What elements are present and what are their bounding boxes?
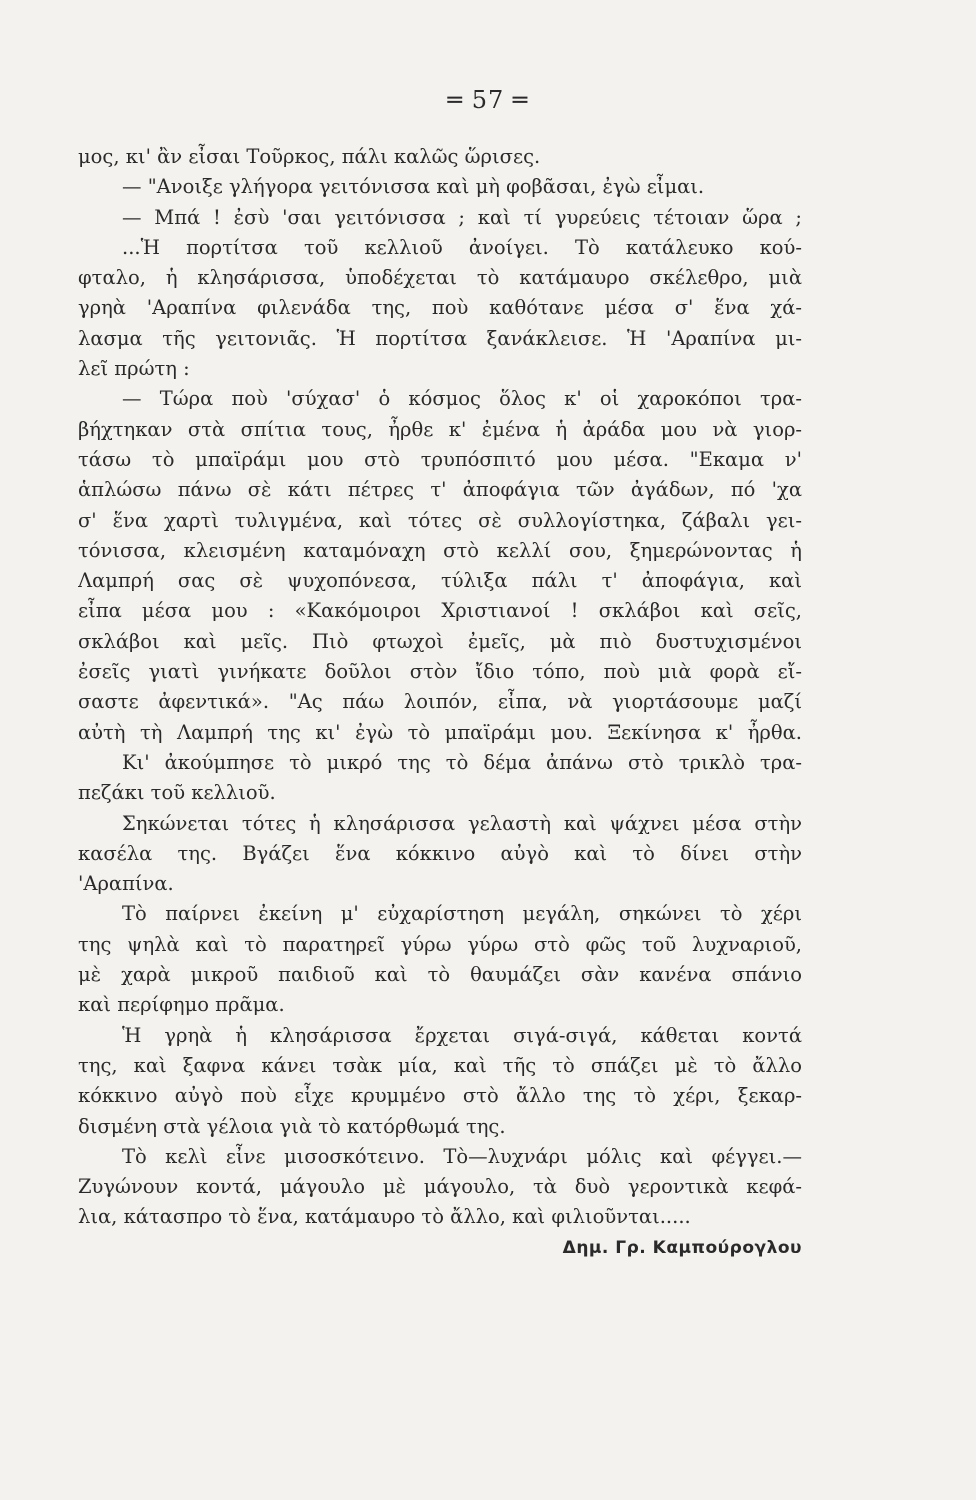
text-line: ...Ἡ πορτίτσα τοῦ κελλιοῦ ἀνοίγει. Τὸ κατάλευκο κού- bbox=[122, 235, 802, 259]
text-line: — Τώρα ποὺ 'σύχασ' ὁ κόσμος ὅλος κ' οἱ χαροκόποι τρα- bbox=[122, 387, 802, 411]
text-line: γρηὰ 'Αραπίνα φιλενάδα της, ποὺ καθότανε μέσα σ' ἕνα χά- bbox=[78, 296, 802, 320]
text-line: κασέλα της. Βγάζει ἕνα κόκκινο αὐγὸ καὶ τὸ δίνει στὴν bbox=[78, 841, 802, 865]
text-line: κόκκινο αὐγὸ ποὺ εἶχε κρυμμένο στὸ ἄλλο της τὸ χέρι, ξεκαρ- bbox=[78, 1084, 802, 1108]
text-line: τόνισσα, κλεισμένη καταμόναχη στὸ κελλί σου, ξημερώνοντας ἡ bbox=[78, 538, 802, 562]
text-line: της ψηλὰ καὶ τὸ παρατηρεῖ γύρω γύρω στὸ φῶς τοῦ λυχναριοῦ, bbox=[78, 932, 802, 956]
text-line: Τὸ κελὶ εἶνε μισοσκότεινο. Τὸ—λυχνάρι μόλις καὶ φέγγει.— bbox=[122, 1144, 802, 1168]
text-line: Σηκώνεται τότες ἡ κλησάρισσα γελαστὴ καὶ ψάχνει μέσα στὴν bbox=[122, 811, 802, 835]
text-line: αὐτὴ τὴ Λαμπρή της κι' ἐγὼ τὸ μπαϊράμι μου. Ξεκίνησα κ' ἦρθα. bbox=[78, 720, 802, 744]
text-line: φταλο, ἡ κλησάρισσα, ὑποδέχεται τὸ κατάμαυρο σκέλεθρο, μιὰ bbox=[78, 266, 802, 290]
text-line: λασμα τῆς γειτονιᾶς. Ἡ πορτίτσα ξανάκλεισε. Ἡ 'Αραπίνα μι- bbox=[78, 326, 802, 350]
text-line: δισμένη στὰ γέλοια γιὰ τὸ κατόρθωμά της. bbox=[78, 1114, 506, 1138]
text-line: ἁπλώσω πάνω σὲ κάτι πέτρες τ' ἀποφάγια τῶν ἀγάδων, πό 'χα bbox=[78, 478, 802, 502]
text-line: της, καὶ ξαφνα κάνει τσὰκ μία, καὶ τῆς τὸ σπάζει μὲ τὸ ἄλλο bbox=[78, 1053, 802, 1077]
text-line: βήχτηκαν στὰ σπίτια τους, ἦρθε κ' ἐμένα ἡ ἀράδα μου νὰ γιορ- bbox=[78, 417, 802, 441]
text-line: σκλάβοι καὶ μεῖς. Πιὸ φτωχοὶ ἐμεῖς, μὰ πιὸ δυστυχισμένοι bbox=[78, 629, 802, 653]
text-line: Κι' ἀκούμπησε τὸ μικρό της τὸ δέμα ἀπάνω στὸ τρικλὸ τρα- bbox=[122, 750, 802, 774]
text-line: τάσω τὸ μπαϊράμι μου στὸ τρυπόσπιτό μου μέσα. "Εκαμα ν' bbox=[78, 447, 802, 471]
text-line: ἐσεῖς γιατὶ γινήκατε δοῦλοι στὸν ἴδιο τόπο, ποὺ μιὰ φορὰ εἴ- bbox=[78, 660, 802, 684]
text-line: μος, κι' ἂν εἶσαι Τοῦρκος, πάλι καλῶς ὥρισες. bbox=[78, 145, 541, 168]
text-line: σαστε ἀφεντικά». "Ας πάω λοιπόν, εἶπα, νὰ γιορτάσουμε μαζί bbox=[78, 690, 802, 714]
text-line: 'Αραπίνα. bbox=[78, 872, 174, 896]
text-line: Λαμπρή σας σὲ ψυχοπόνεσα, τύλιξα πάλι τ' ἀποφάγια, καὶ bbox=[78, 569, 802, 593]
text-line: — Μπά ! ἐσὺ 'σαι γειτόνισσα ; καὶ τί γυρεύεις τέτοιαν ὥρα ; bbox=[122, 205, 802, 229]
text-line: πεζάκι τοῦ κελλιοῦ. bbox=[78, 781, 276, 805]
text-line: λεῖ πρώτη : bbox=[78, 357, 190, 381]
body-text bbox=[78, 142, 802, 1258]
text-line: σ' ἕνα χαρτὶ τυλιγμένα, καὶ τότες σὲ συλλογίστηκα, ζάβαλι γει- bbox=[78, 508, 802, 532]
text-line: εἶπα μέσα μου : «Κακόμοιροι Χριστιανοί ! σκλάβοι καὶ σεῖς, bbox=[78, 599, 802, 623]
page-number: ═ 57 ═ bbox=[447, 86, 529, 114]
text-line: — "Ανοιξε γλήγορα γειτόνισσα καὶ μὴ φοβᾶσαι, ἐγὼ εἶμαι. bbox=[122, 175, 705, 199]
text-line: καὶ περίφημο πρᾶμα. bbox=[78, 993, 285, 1017]
text-line: λια, κάτασπρο τὸ ἕνα, κατάμαυρο τὸ ἄλλο, καὶ φιλιοῦνται..... bbox=[78, 1205, 691, 1229]
author-signature: Δημ. Γρ. Καμπούρογλου bbox=[562, 1238, 802, 1258]
text-line: Τὸ παίρνει ἐκείνη μ' εὐχαρίστηση μεγάλη, σηκώνει τὸ χέρι bbox=[122, 902, 802, 926]
text-line: Ζυγώνουν κοντά, μάγουλο μὲ μάγουλο, τὰ δυὸ γεροντικὰ κεφά- bbox=[78, 1175, 802, 1199]
text-line: Ἡ γρηὰ ἡ κλησάρισσα ἔρχεται σιγά-σιγά, κάθεται κοντά bbox=[122, 1023, 802, 1047]
text-line: μὲ χαρὰ μικροῦ παιδιοῦ καὶ τὸ θαυμάζει σὰν κανένα σπάνιο bbox=[78, 963, 802, 987]
